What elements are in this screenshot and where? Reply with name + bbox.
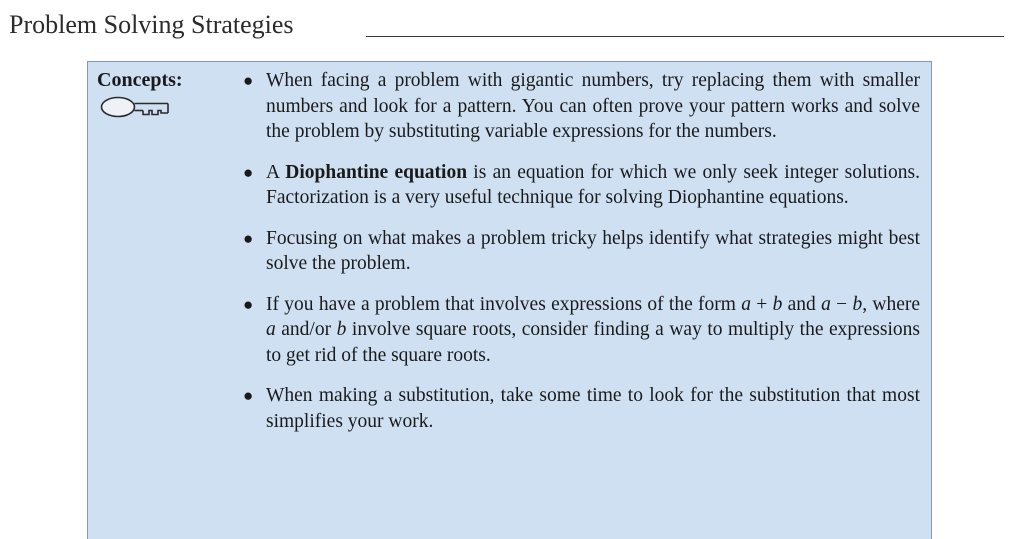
math-var-b: b <box>852 293 863 315</box>
concepts-list <box>240 68 920 434</box>
math-var-b: b <box>336 319 347 340</box>
concept-text: and <box>782 293 822 315</box>
math-var-a: a <box>741 293 751 315</box>
math-operator: − <box>830 293 853 315</box>
concept-text: If you have a problem that involves expressions of the form <box>266 293 742 315</box>
concept-text: When making a substitution, take some time to look for the substitution that most simplifies your work. <box>266 385 920 432</box>
concept-text: involve square roots, consider finding a way to multiply the expressions to get rid of the square roots. <box>266 319 920 366</box>
concepts-label: Concepts: <box>97 69 183 91</box>
concept-text: is an equation for which we only seek integer solutions. Factorization is a very useful technique for solving Diophantine equations. <box>266 161 920 208</box>
bullet-icon: ● <box>243 162 254 182</box>
math-var-b: b <box>772 293 783 315</box>
bullet-icon: ● <box>243 386 254 405</box>
concept-item-tricky <box>240 226 920 277</box>
concept-item-substitution <box>240 383 920 434</box>
concept-item-gigantic-numbers <box>240 68 920 145</box>
concept-text: , where <box>862 293 921 315</box>
concept-text: and/or <box>275 319 337 340</box>
bullet-icon: ● <box>243 71 254 90</box>
page-header <box>9 8 1004 42</box>
math-var-a: a <box>266 319 276 340</box>
concept-item-diophantine <box>240 160 920 211</box>
concept-text: Focusing on what makes a problem tricky helps identify what strategies might best solve the problem. <box>266 227 920 274</box>
math-operator: + <box>751 293 773 315</box>
key-icon <box>100 96 170 118</box>
bullet-icon: ● <box>243 294 254 314</box>
bullet-icon: ● <box>243 228 254 248</box>
concept-text-lead: A <box>266 161 286 183</box>
concepts-box <box>87 61 932 539</box>
term-diophantine-equation: Diophantine equation <box>285 161 468 183</box>
concept-text: When facing a problem with gigantic numbers, try replacing them with smaller numbers and look for a pattern. You can often prove your pattern works and solve the problem by substituting variable expressions for the numbers. <box>266 70 920 142</box>
header-rule <box>366 36 1004 37</box>
page-title: Problem Solving Strategies <box>9 10 294 39</box>
math-var-a: a <box>821 293 831 315</box>
concept-item-square-roots <box>240 292 920 369</box>
